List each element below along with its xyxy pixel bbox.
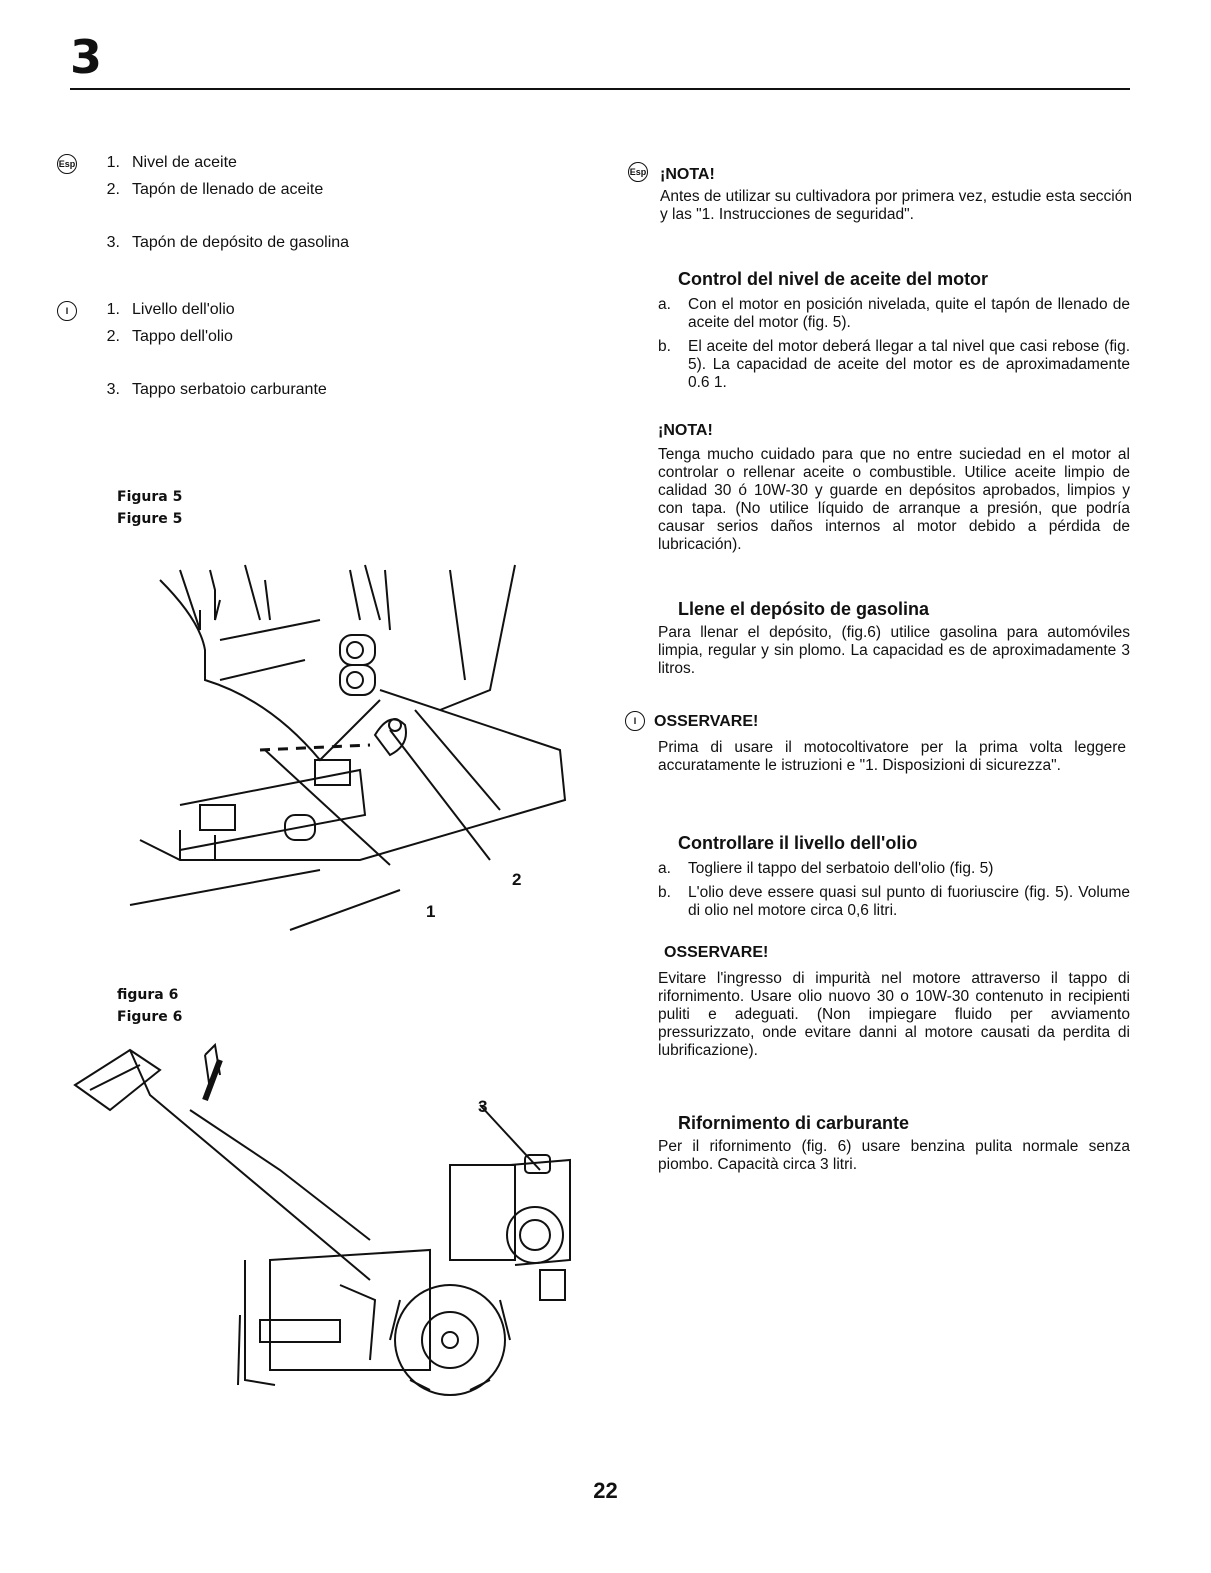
list-item: 3. Tappo serbatoio carburante bbox=[106, 381, 327, 398]
fuel-section-es bbox=[658, 600, 1130, 678]
chapter-number: 3 bbox=[70, 30, 101, 84]
italian-language-icon: I bbox=[57, 301, 77, 321]
note-heading: ¡NOTA! bbox=[660, 166, 715, 183]
figure-5-callout: 2 bbox=[512, 870, 522, 889]
oil-level-section-it: Controllare il livello dell'olio a. Togliere il tappo del serbatoio dell'olio (fig. 5) b. L'olio deve essere quasi sul punto di fuoriuscire (fig. 5). Volume di olio nel motore circa 0,6 litri. bbox=[658, 833, 1130, 919]
figure-6-caption: figura 6 Figure 6 bbox=[117, 987, 183, 1025]
spanish-section bbox=[660, 166, 1132, 224]
note-text: Tenga mucho cuidado para que no entre suciedad en el motor al controlar o rellenar aceite o combustible. Utilice aceite limpio de calidad 30 ó 10W-30 y guarde en depósitos aprobados, limpios y con tapa. (No utilice líquido de arranque a presión, que podría causar serios daños internos al motor debido a pérdida de lubricación). bbox=[658, 446, 1130, 553]
figure-5-illustration bbox=[120, 560, 580, 940]
step-text: Con el motor en posición nivelada, quite el tapón de llenado de aceite del motor (fig. 5). bbox=[688, 296, 1130, 331]
note-text: Antes de utilizar su cultivadora por primera vez, estudie esta sección y las "1. Instrucciones de seguridad". bbox=[660, 188, 1132, 223]
italian-note-section bbox=[654, 713, 1126, 775]
note-text: Prima di usare il motocoltivatore per la prima volta leggere accuratamente le istruzioni e "1. Disposizioni di sicurezza". bbox=[658, 739, 1126, 774]
list-item: 2. Tappo dell'olio bbox=[106, 328, 233, 345]
list-item: 2. Tapón de llenado de aceite bbox=[106, 181, 324, 198]
list-item: 3. Tapón de depósito de gasolina bbox=[106, 234, 350, 251]
note-section-it bbox=[658, 944, 1130, 1060]
list-item: 1. Livello dell'olio bbox=[106, 301, 235, 318]
section-text: Per il rifornimento (fig. 6) usare benzina pulita normale senza piombo. Capacità circa 3 litri. bbox=[658, 1138, 1130, 1173]
section-heading: Rifornimento di carburante bbox=[678, 1113, 910, 1133]
figure-5-caption: Figura 5 Figure 5 bbox=[117, 489, 183, 527]
figure-6-callout: 3 bbox=[478, 1097, 488, 1116]
spanish-language-icon: Esp bbox=[628, 162, 648, 182]
note-text: Evitare l'ingresso di impurità nel motore attraverso il tappo di rifornimento. Usare olio nuovo 30 o 10W-30 contenuto in recipienti puliti e adeguati. (Non impiegare fluido per avviamento pressurizzato, onde evitare danni al motore causati da perdita di lubrificazione). bbox=[658, 970, 1130, 1059]
step-text: Togliere il tappo del serbatoio dell'olio (fig. 5) bbox=[688, 860, 994, 877]
figure-5-callout: 1 bbox=[426, 902, 436, 921]
note-section-es bbox=[658, 422, 1130, 554]
fuel-section-it bbox=[658, 1114, 1130, 1174]
spanish-language-icon: Esp bbox=[57, 154, 77, 174]
note-heading: OSSERVARE! bbox=[654, 713, 759, 730]
header-rule bbox=[70, 88, 1130, 90]
step-text: L'olio deve essere quasi sul punto di fuoriuscire (fig. 5). Volume di olio nel motore circa 0,6 litri. bbox=[688, 884, 1130, 919]
figure-6-illustration bbox=[70, 1040, 580, 1400]
note-heading: OSSERVARE! bbox=[664, 944, 769, 961]
oil-level-section-es: Control del nivel de aceite del motor a. Con el motor en posición nivelada, quite el tapón de llenado de aceite del motor (fig. 5). b. El aceite del motor deberá llegar a tal nivel que casi rebose (fig. 5). La capacidad de aceite del motor es de aproximadamente 0.6 1. bbox=[658, 269, 1130, 391]
section-heading: Llene el depósito de gasolina bbox=[678, 599, 930, 619]
italian-language-icon: I bbox=[625, 711, 645, 731]
list-item: 1. Nivel de aceite bbox=[106, 154, 237, 171]
section-heading: Controllare il livello dell'olio bbox=[678, 833, 918, 853]
section-heading: Control del nivel de aceite del motor bbox=[678, 269, 989, 289]
section-text: Para llenar el depósito, (fig.6) utilice gasolina para automóviles limpia, regular y sin plomo. La capacidad es de aproximadamente 3 litros. bbox=[658, 624, 1130, 677]
note-heading: ¡NOTA! bbox=[658, 422, 713, 439]
page-number: 22 bbox=[593, 1478, 618, 1503]
step-text: El aceite del motor deberá llegar a tal nivel que casi rebose (fig. 5). La capacidad de aceite del motor es de aproximadamente 0.6 1. bbox=[688, 338, 1130, 391]
